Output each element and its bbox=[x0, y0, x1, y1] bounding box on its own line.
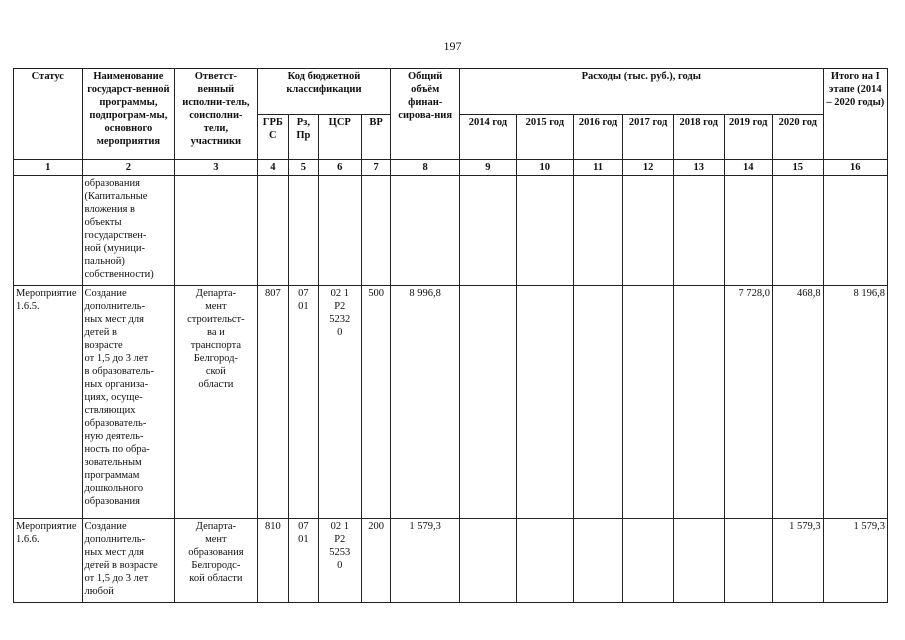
column-number: 2 bbox=[82, 160, 175, 176]
column-number: 15 bbox=[772, 160, 823, 176]
table-row bbox=[14, 176, 888, 286]
header-executor: Ответст-венный исполни-тель, соисполни-тели, участники bbox=[175, 69, 257, 160]
header-budget-code: Код бюджетной классификации bbox=[257, 69, 391, 115]
header-program-name: Наименование государст-венной программы, подпрограм-мы, основного мероприятия bbox=[82, 69, 175, 160]
column-number: 1 bbox=[14, 160, 83, 176]
row-2017 bbox=[623, 286, 674, 519]
row-stage-total bbox=[823, 176, 887, 286]
row-2014 bbox=[459, 519, 516, 603]
table-row bbox=[14, 286, 888, 519]
row-status: Мероприятие 1.6.5. bbox=[14, 286, 83, 519]
row-2020: 468,8 bbox=[772, 286, 823, 519]
row-program-name: Создание дополнитель- ных мест для детей в возрасте от 1,5 до 3 лет в образователь- ных организа- циях, осуще- ствляющих образователь- ную деятель- ность по обра- зовательным программам дошкольного образования bbox=[82, 286, 175, 519]
column-number: 8 bbox=[391, 160, 460, 176]
row-stage-total: 1 579,3 bbox=[823, 519, 887, 603]
row-2016 bbox=[573, 519, 623, 603]
row-2016 bbox=[573, 176, 623, 286]
row-grbs bbox=[257, 176, 289, 286]
row-rz-pr: 07 01 bbox=[289, 286, 319, 519]
column-number: 5 bbox=[289, 160, 319, 176]
budget-table bbox=[13, 68, 888, 603]
row-csr bbox=[318, 176, 361, 286]
row-executor bbox=[175, 176, 257, 286]
row-2020: 1 579,3 bbox=[772, 519, 823, 603]
header-year-2017: 2017 год bbox=[623, 114, 674, 160]
header-year-2020: 2020 год bbox=[772, 114, 823, 160]
row-2015 bbox=[516, 286, 573, 519]
page-number: 197 bbox=[443, 39, 462, 53]
header-expenses: Расходы (тыс. руб.), годы bbox=[459, 69, 823, 115]
header-stage-total: Итого на I этапе (2014 – 2020 годы) bbox=[823, 69, 887, 160]
column-number: 3 bbox=[175, 160, 257, 176]
row-total: 1 579,3 bbox=[391, 519, 460, 603]
row-csr: 02 1 Р2 5253 0 bbox=[318, 519, 361, 603]
header-vr: ВР bbox=[361, 114, 391, 160]
row-rz-pr bbox=[289, 176, 319, 286]
column-number: 6 bbox=[318, 160, 361, 176]
row-grbs: 810 bbox=[257, 519, 289, 603]
row-2019: 7 728,0 bbox=[724, 286, 772, 519]
row-total bbox=[391, 176, 460, 286]
column-number: 14 bbox=[724, 160, 772, 176]
row-2015 bbox=[516, 519, 573, 603]
row-2019 bbox=[724, 176, 772, 286]
row-status bbox=[14, 176, 83, 286]
row-grbs: 807 bbox=[257, 286, 289, 519]
header-status: Статус bbox=[14, 69, 83, 160]
header-rz-pr: Рз, Пр bbox=[289, 114, 319, 160]
row-2019 bbox=[724, 519, 772, 603]
row-2016 bbox=[573, 286, 623, 519]
row-2018 bbox=[673, 176, 724, 286]
column-number: 11 bbox=[573, 160, 623, 176]
header-year-2015: 2015 год bbox=[516, 114, 573, 160]
column-number: 7 bbox=[361, 160, 391, 176]
row-csr: 02 1 Р2 5232 0 bbox=[318, 286, 361, 519]
header-year-2018: 2018 год bbox=[673, 114, 724, 160]
header-grbs: ГРБ С bbox=[257, 114, 289, 160]
row-2014 bbox=[459, 286, 516, 519]
column-number: 16 bbox=[823, 160, 887, 176]
column-number: 4 bbox=[257, 160, 289, 176]
row-2015 bbox=[516, 176, 573, 286]
header-csr: ЦСР bbox=[318, 114, 361, 160]
header-total-volume: Общий объём финан-сирова-ния bbox=[391, 69, 460, 160]
column-number: 10 bbox=[516, 160, 573, 176]
row-vr: 500 bbox=[361, 286, 391, 519]
column-number: 9 bbox=[459, 160, 516, 176]
row-2018 bbox=[673, 286, 724, 519]
row-status: Мероприятие 1.6.6. bbox=[14, 519, 83, 603]
header-year-2016: 2016 год bbox=[573, 114, 623, 160]
table-row bbox=[14, 519, 888, 603]
column-number: 12 bbox=[623, 160, 674, 176]
column-number: 13 bbox=[673, 160, 724, 176]
row-rz-pr: 07 01 bbox=[289, 519, 319, 603]
row-executor: Департа- мент образования Белгородс- кой области bbox=[175, 519, 257, 603]
row-program-name: Создание дополнитель- ных мест для детей в возрасте от 1,5 до 3 лет любой bbox=[82, 519, 175, 603]
row-vr: 200 bbox=[361, 519, 391, 603]
row-2017 bbox=[623, 519, 674, 603]
header-year-2014: 2014 год bbox=[459, 114, 516, 160]
header-row-1 bbox=[14, 69, 888, 115]
row-program-name: образования (Капитальные вложения в объекты государствен- ной (муници- пальной) собственности) bbox=[82, 176, 175, 286]
row-2020 bbox=[772, 176, 823, 286]
row-vr bbox=[361, 176, 391, 286]
header-year-2019: 2019 год bbox=[724, 114, 772, 160]
row-2014 bbox=[459, 176, 516, 286]
row-executor: Департа- мент строительст- ва и транспорта Белгород- ской области bbox=[175, 286, 257, 519]
row-total: 8 996,8 bbox=[391, 286, 460, 519]
row-2017 bbox=[623, 176, 674, 286]
row-stage-total: 8 196,8 bbox=[823, 286, 887, 519]
column-number-row bbox=[14, 160, 888, 176]
row-2018 bbox=[673, 519, 724, 603]
